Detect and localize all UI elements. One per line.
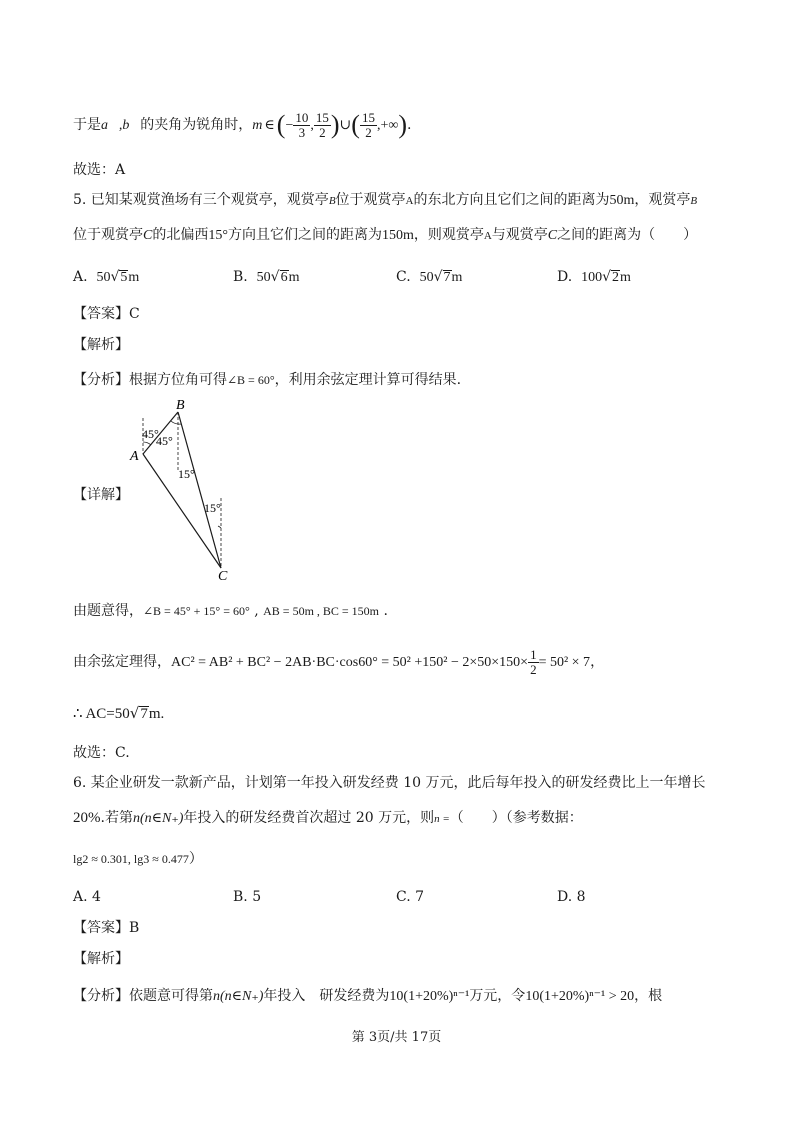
q5-therefore: ∴ AC=50√7m. — [73, 704, 165, 722]
option-unit: m — [620, 270, 631, 285]
cos-eq2: = 50² × 7 — [538, 655, 591, 670]
q5-final-answer: 故选：C. — [73, 745, 130, 761]
angle-label-1: 45° — [142, 427, 159, 441]
comma: , — [310, 118, 314, 133]
answer-prev: 故选：A — [73, 162, 126, 178]
element-of: ∈ — [264, 118, 275, 133]
q5-var-a2: A — [483, 230, 492, 242]
q5-line1 — [73, 190, 697, 211]
arc-b1 — [171, 421, 178, 424]
cos-frac-den: 2 — [530, 661, 537, 677]
option-radicand: 7 — [443, 270, 451, 285]
q5-analysis — [73, 370, 461, 390]
option-coef: 50 — [419, 270, 434, 285]
paren-close-2: ) — [398, 110, 407, 139]
option-radicand: 5 — [120, 270, 128, 285]
q5-given: 由题意得，∠B = 45° + 15° = 60° , AB = 50m , BC = 150m . — [73, 603, 388, 619]
fraction-2 — [314, 111, 331, 140]
q6-analysis — [73, 986, 662, 1007]
paren-open: ( — [276, 110, 286, 139]
q6-text-2a: .若第 — [100, 810, 133, 826]
option-radicand: 2 — [612, 270, 620, 285]
option-unit: m — [451, 270, 463, 285]
page-footer: 第 3页/共 17页 — [351, 1030, 442, 1045]
q5-dist2: 150m — [381, 228, 414, 243]
side-bc — [178, 412, 221, 568]
q5-text-2f: 之间的距离为（ ） — [557, 227, 698, 243]
fraction-3-num: 15 — [361, 109, 375, 125]
vectors: a⃗,b⃗ — [101, 118, 141, 133]
analysis-text-a: 根据方位角可得 — [129, 372, 227, 388]
q5-option-b[interactable]: B. 50√6m — [233, 269, 300, 285]
analysis-text-d: ，根 — [634, 988, 663, 1004]
option-coef: 100 — [581, 270, 603, 285]
m-variable: m — [252, 118, 263, 133]
analysis-text-c: 万元，令 — [469, 988, 526, 1004]
condition-line — [73, 110, 411, 140]
q5-var-b: B — [328, 195, 336, 207]
q5-var-a: A — [405, 195, 414, 207]
angle-label-4: 15° — [204, 501, 221, 515]
label-b: B — [176, 398, 185, 413]
q5-cosine-law — [73, 644, 604, 680]
option-coef: 50 — [256, 270, 271, 285]
q6-ref-end: ） — [188, 851, 203, 867]
analysis-text-b: 年投入 研发经费为 — [263, 988, 390, 1004]
q5-option-d[interactable]: D. 100√2m — [557, 269, 631, 285]
analysis-tag: 【分析】 — [73, 988, 129, 1004]
paren-open-2: ( — [351, 110, 360, 139]
q5-text-2a: 位于观赏亭 — [73, 227, 143, 243]
q6-option-b[interactable]: B. 5 — [233, 889, 262, 905]
fraction-1 — [293, 111, 310, 140]
option-unit: m — [288, 270, 300, 285]
fraction-2-num: 15 — [315, 109, 329, 125]
analysis-tag: 【分析】 — [73, 372, 129, 388]
cos-eq1: AC² = AB² + BC² − 2AB·BC·cos60° = 50² +150² − 2×50×150× — [171, 655, 529, 670]
q6-option-d[interactable]: D. 8 — [557, 889, 586, 905]
q5-angle: 15° — [208, 228, 228, 243]
q5-var-c: C — [143, 228, 153, 243]
analysis-n: n(n∈N₊) — [213, 989, 264, 1004]
label-a: A — [130, 449, 139, 464]
q6-line1: 6. 某企业研发一款新产品，计划第一年投入研发经费 10 万元，此后每年投入的研发经费比上一年增长 — [73, 775, 706, 791]
angle-label-3: 15° — [178, 467, 195, 481]
fraction-2-den: 2 — [319, 124, 326, 140]
analysis-text-a: 依题意可得第 — [129, 988, 213, 1004]
option-label: A. — [73, 269, 88, 285]
answer-tag: 【答案】 — [73, 306, 129, 322]
answer-value: C — [129, 306, 140, 322]
q5-text-2b: 的北偏西 — [152, 227, 209, 243]
triangle-diagram — [118, 398, 248, 583]
q5-dist1: 50m — [609, 193, 635, 208]
q5-text-2e: 与观赏亭 — [491, 227, 548, 243]
q5-option-c[interactable]: C. 50√7m — [396, 269, 463, 285]
q5-text-1c: 的东北方向且它们之间的距离为 — [413, 192, 610, 208]
fraction-1-num: 10 — [295, 109, 309, 125]
cos-text: 由余弦定理得， — [73, 654, 171, 670]
q5-text-2d: ，则观赏亭 — [413, 227, 484, 243]
analysis-eq: ∠B = 60° — [227, 373, 275, 387]
analysis-ineq: 10(1+20%)ⁿ⁻¹ > 20 — [525, 989, 635, 1004]
q6-n-expr: n(n∈N₊) — [132, 811, 184, 826]
option-radicand: 6 — [280, 270, 288, 285]
option-label: B. — [233, 269, 248, 285]
option-label: C. — [396, 269, 411, 285]
therefore-radicand: 7 — [140, 706, 148, 722]
q6-text-2b: 年投入的研发经费首次超过 20 万元，则 — [183, 810, 435, 826]
paren-close: ) — [330, 110, 340, 139]
q6-n-eq: n = — [434, 813, 450, 825]
q5-text-1a: 5. 已知某观赏渔场有三个观赏亭，观赏亭 — [73, 192, 329, 208]
q6-ref-data — [73, 849, 203, 869]
q6-answer — [73, 918, 139, 938]
arc-c — [218, 526, 221, 528]
angle-label-2: 45° — [156, 434, 173, 448]
fraction-3 — [360, 111, 377, 140]
q6-pct: 20% — [73, 810, 101, 826]
q5-line2 — [73, 225, 697, 246]
therefore-unit: m. — [148, 706, 165, 722]
label-c: C — [218, 569, 228, 583]
q6-line2 — [73, 808, 583, 829]
q5-option-a[interactable]: A. 50√5m — [73, 269, 140, 285]
analysis-text-b: ，利用余弦定理计算可得结果. — [274, 372, 462, 388]
cos-frac-num: 1 — [530, 646, 537, 662]
option-label: D. — [557, 269, 573, 285]
q5-var-c2: C — [547, 228, 558, 243]
fraction-3-den: 2 — [365, 124, 372, 140]
answer-tag: 【答案】 — [73, 920, 129, 936]
option-unit: m — [128, 270, 140, 285]
answer-value: B — [129, 920, 140, 936]
minus-sign: − — [285, 118, 294, 133]
condition-end: . — [407, 117, 412, 133]
infinity: ,+∞ — [376, 118, 399, 133]
arc-a — [143, 442, 151, 445]
given-eq1: ∠B = 45° + 15° = 60° — [143, 604, 250, 618]
union: ∪ — [339, 118, 352, 133]
q6-option-c[interactable]: C. 7 — [396, 889, 425, 905]
given-eq2: AB = 50m , BC = 150m — [263, 604, 380, 618]
q6-option-a[interactable]: A. 4 — [73, 889, 101, 905]
cos-end: ， — [590, 654, 605, 670]
q5-var-b2: B — [690, 195, 698, 207]
option-coef: 50 — [96, 270, 111, 285]
condition-middle: 的夹角为锐角时， — [140, 117, 253, 133]
q5-answer — [73, 304, 140, 324]
condition-prefix: 于是 — [73, 117, 101, 133]
given-text: 由题意得， — [73, 603, 143, 619]
analysis-expr: 10(1+20%)ⁿ⁻¹ — [389, 989, 470, 1004]
therefore-text: ∴ AC=50 — [73, 706, 130, 722]
q5-text-1b: 位于观赏亭 — [335, 192, 406, 208]
cos-fraction — [528, 648, 539, 677]
fraction-1-den: 3 — [298, 124, 306, 140]
q6-jiexi: 【解析】 — [73, 951, 129, 967]
q5-detail-tag: 【详解】 — [73, 487, 129, 503]
q5-text-2c: 方向且它们之间的距离为 — [227, 227, 382, 243]
q5-jiexi: 【解析】 — [73, 337, 129, 353]
q6-ref: lg2 ≈ 0.301, lg3 ≈ 0.477 — [73, 852, 189, 866]
q6-text-2c: （ ）（参考数据： — [449, 810, 583, 826]
given-end: . — [383, 603, 388, 619]
q5-text-1d: ，观赏亭 — [634, 192, 691, 208]
